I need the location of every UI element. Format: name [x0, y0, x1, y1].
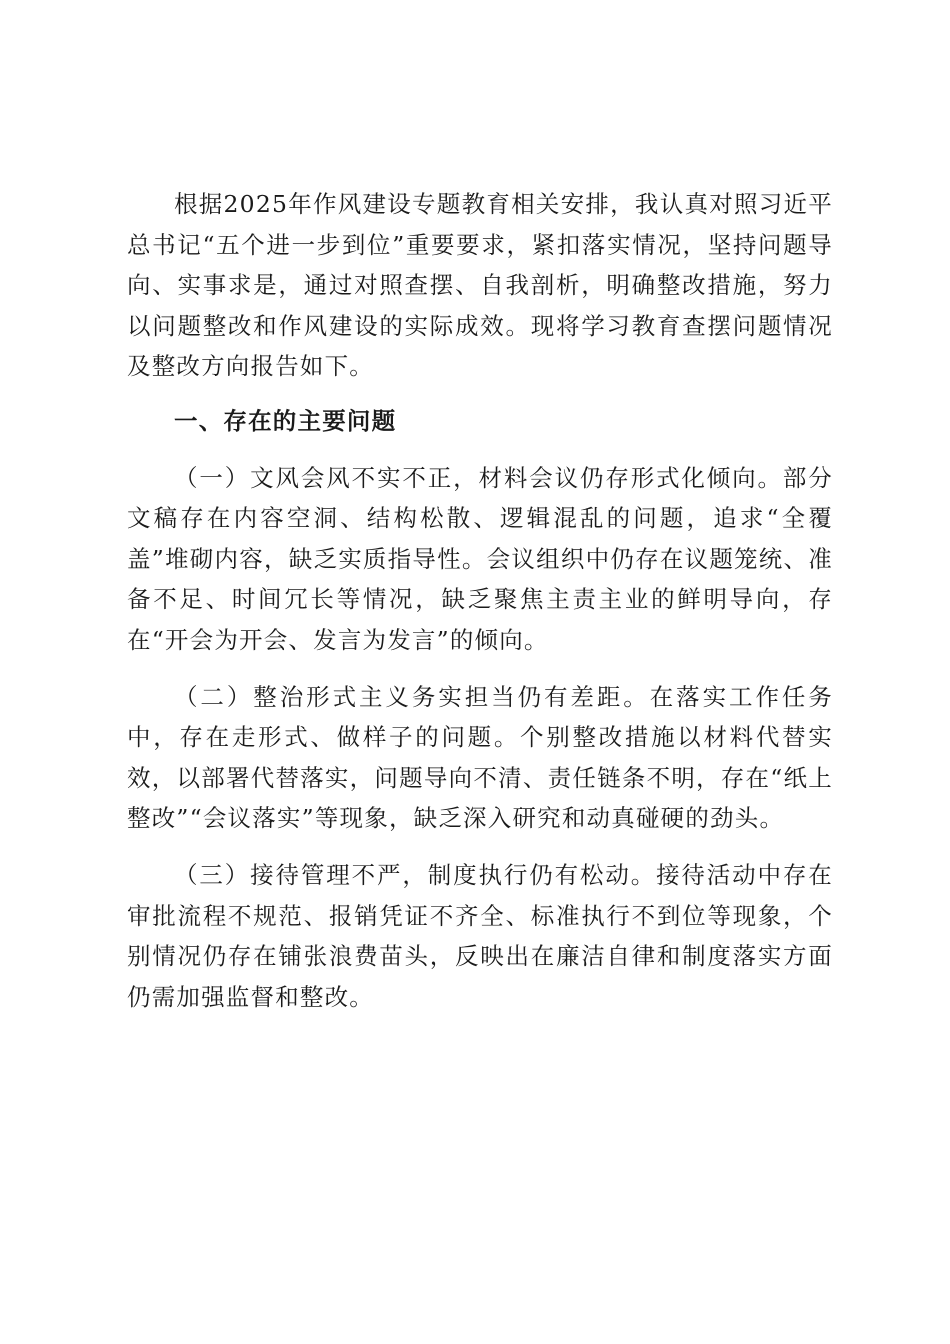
section-heading-main-problems: 一、存在的主要问题: [174, 406, 397, 435]
problem-paragraph-2: （二）整治形式主义务实担当仍有差距。在落实工作任务中，存在走形式、做样子的问题。个别整改措施以材料代替实效，以部署代替落实，问题导向不清、责任链条不明，存在“纸上整改”“会议落实”等现象，缺乏深入研究和动真碰硬的劲头。: [127, 682, 833, 833]
document-body: [127, 184, 833, 1017]
problem-paragraph-1: （一）文风会风不实不正，材料会议仍存形式化倾向。部分文稿存在内容空洞、结构松散、逻辑混乱的问题，追求“全覆盖”堆砌内容，缺乏实质指导性。会议组织中仍存在议题笼统、准备不足、时间冗长等情况，缺乏聚焦主责主业的鲜明导向，存在“开会为开会、发言为发言”的倾向。: [127, 463, 833, 654]
problem-paragraph-3: （三）接待管理不严，制度执行仍有松动。接待活动中存在审批流程不规范、报销凭证不齐全、标准执行不到位等现象，个别情况仍存在铺张浪费苗头，反映出在廉洁自律和制度落实方面仍需加强监督和整改。: [127, 860, 833, 1011]
intro-paragraph: 根据2025年作风建设专题教育相关安排，我认真对照习近平总书记“五个进一步到位”重要要求，紧扣落实情况，坚持问题导向、实事求是，通过对照查摆、自我剖析，明确整改措施，努力以问题整改和作风建设的实际成效。现将学习教育查摆问题情况及整改方向报告如下。: [127, 190, 833, 381]
